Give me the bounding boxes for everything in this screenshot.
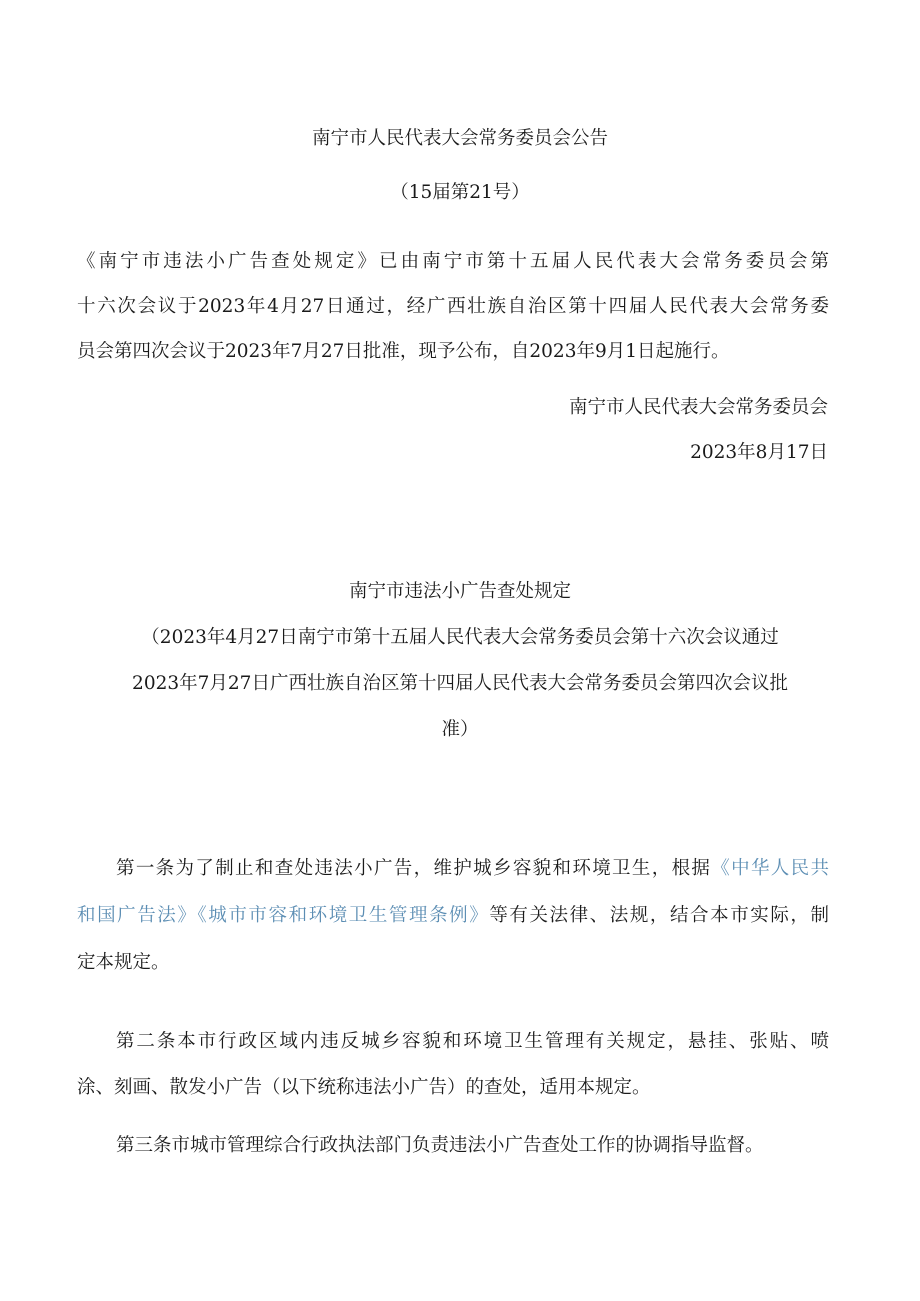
- article2-line: 涂、刻画、散发小广告（以下统称违法小广告）的查处，适用本规定。: [77, 1077, 651, 1098]
- regulation-adoption-line: 2023年7月27日广西壮族自治区第十四届人民代表大会常务委员会第四次会议批: [132, 673, 788, 694]
- regulation-title: 南宁市违法小广告查处规定: [348, 581, 571, 602]
- article1-line: [77, 904, 829, 928]
- announcement-title: 南宁市人民代表大会常务委员会公告: [311, 128, 608, 149]
- announcement-body-line: 《南宁市违法小广告查处规定》已由南宁市第十五届人民代表大会常务委员会第: [77, 251, 829, 272]
- announcement-signature: 南宁市人民代表大会常务委员会: [568, 397, 828, 418]
- announcement-body-line: 员会第四次会议于2023年7月27日批准，现予公布，自2023年9月1日起施行。: [77, 341, 730, 362]
- announcement-number: （15届第21号）: [390, 182, 530, 203]
- announcement-date: 2023年8月17日: [690, 442, 828, 463]
- regulation-adoption-line: （2023年4月27日南宁市第十五届人民代表大会常务委员会第十六次会议通过: [141, 627, 779, 648]
- article3-line: 第三条市城市管理综合行政执法部门负责违法小广告查处工作的协调指导监督。: [116, 1135, 764, 1156]
- advertising-law-link[interactable]: 《中华人民共: [711, 858, 829, 879]
- city-appearance-regulation-link[interactable]: 《城市市容和环境卫生管理条例》: [197, 905, 490, 926]
- advertising-law-link[interactable]: 和国广告法》: [77, 905, 198, 926]
- regulation-adoption-line: 准）: [441, 719, 479, 740]
- article1-line: 定本规定。: [77, 952, 170, 973]
- article1-text: 等有关法律、法规，结合本市实际，制: [489, 905, 829, 926]
- article1-line: [116, 857, 829, 881]
- announcement-body-line: 十六次会议于2023年4月27日通过，经广西壮族自治区第十四届人民代表大会常务委: [77, 296, 829, 317]
- article2-line: 第二条本市行政区域内违反城乡容貌和环境卫生管理有关规定，悬挂、张贴、喷: [116, 1031, 829, 1052]
- article1-text: 第一条为了制止和查处违法小广告，维护城乡容貌和环境卫生，根据: [116, 858, 712, 879]
